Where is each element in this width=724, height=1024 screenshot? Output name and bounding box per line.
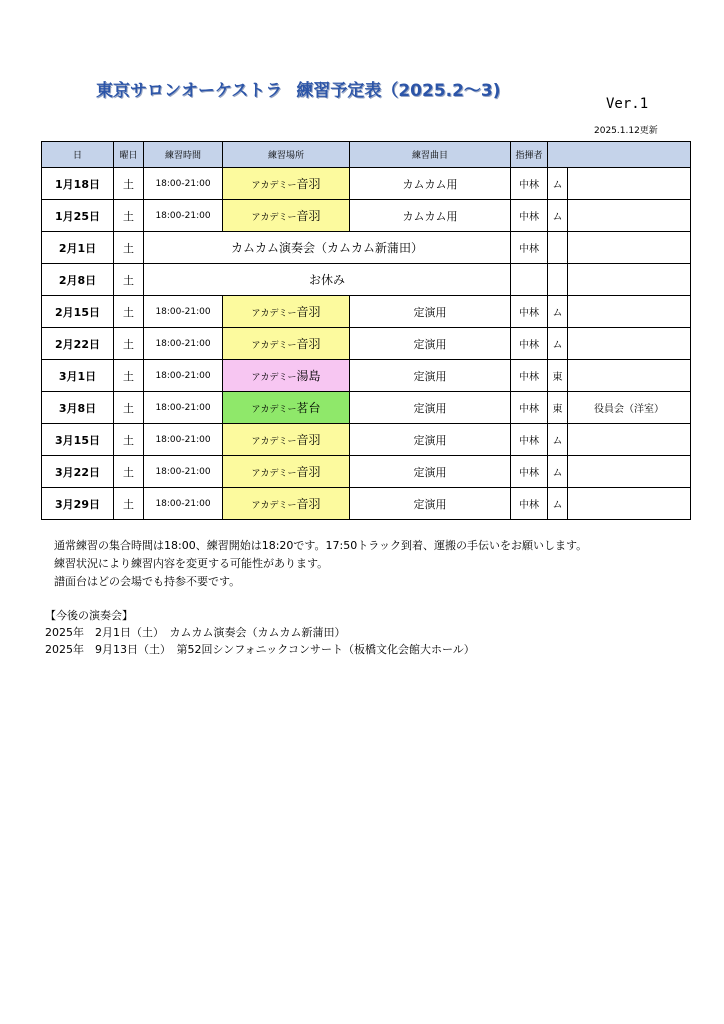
row-piece: カムカム用: [350, 200, 511, 232]
table-row: [42, 456, 691, 488]
row-date: 3月8日: [42, 392, 114, 424]
row-venue: [223, 328, 350, 360]
row-conductor: 中林: [511, 424, 548, 456]
row-note: [568, 328, 691, 360]
table-row: [42, 232, 691, 264]
venue-name: 音羽: [296, 465, 321, 479]
venue-name: 音羽: [296, 209, 321, 223]
row-venue: [223, 360, 350, 392]
venue-prefix: アカデミー: [251, 181, 297, 191]
title-schedule-label: 練習予定表（2025.2～3): [296, 81, 501, 101]
row-time: 18:00-21:00: [144, 296, 223, 328]
venue-prefix: アカデミー: [251, 437, 297, 447]
table-row: [42, 424, 691, 456]
row-date: 1月25日: [42, 200, 114, 232]
concert-item: 2025年 9月13日（土） 第52回シンフォニックコンサート（板橋文化会館大ホール）: [45, 643, 475, 656]
row-venue: [223, 200, 350, 232]
row-time: 18:00-21:00: [144, 328, 223, 360]
table-row: [42, 296, 691, 328]
venue-prefix: アカデミー: [251, 469, 297, 479]
row-day: 土: [114, 200, 144, 232]
venue-prefix: アカデミー: [251, 341, 297, 351]
row-conductor: 中林: [511, 392, 548, 424]
row-event: お休み: [144, 264, 511, 296]
row-event: カムカム演奏会（カムカム新蒲田）: [144, 232, 511, 264]
venue-name: 音羽: [296, 497, 321, 511]
row-date: 3月15日: [42, 424, 114, 456]
row-note: [568, 360, 691, 392]
row-day: 土: [114, 328, 144, 360]
row-piece: 定演用: [350, 488, 511, 520]
row-piece: カムカム用: [350, 168, 511, 200]
row-date: 1月18日: [42, 168, 114, 200]
venue-prefix: アカデミー: [251, 309, 297, 319]
row-note: [568, 232, 691, 264]
row-note: [568, 264, 691, 296]
note-line: 通常練習の集合時間は18:00、練習開始は18:20です。17:50トラック到着、運搬の手伝いをお願いします。: [54, 539, 588, 552]
row-place: ム: [548, 200, 568, 232]
header-venue: 練習場所: [223, 142, 350, 168]
row-time: 18:00-21:00: [144, 424, 223, 456]
concert-item: 2025年 2月1日（土） カムカム演奏会（カムカム新蒲田）: [45, 626, 346, 639]
row-date: 2月15日: [42, 296, 114, 328]
row-place: ム: [548, 328, 568, 360]
venue-prefix: アカデミー: [251, 373, 297, 383]
table-row: [42, 200, 691, 232]
header-date: 日: [42, 142, 114, 168]
row-day: 土: [114, 232, 144, 264]
row-date: 2月8日: [42, 264, 114, 296]
row-conductor: 中林: [511, 456, 548, 488]
row-day: 土: [114, 392, 144, 424]
row-venue: [223, 392, 350, 424]
row-place: ム: [548, 296, 568, 328]
updated-date: 2025.1.12更新: [594, 126, 658, 136]
row-note: [568, 296, 691, 328]
upcoming-concerts: [45, 607, 475, 658]
note-line: 譜面台はどの会場でも持参不要です。: [54, 575, 241, 588]
venue-prefix: アカデミー: [251, 405, 297, 415]
row-place: ム: [548, 488, 568, 520]
venue-name: 音羽: [296, 305, 321, 319]
row-time: 18:00-21:00: [144, 200, 223, 232]
row-place: ム: [548, 424, 568, 456]
row-day: 土: [114, 488, 144, 520]
row-place: ム: [548, 168, 568, 200]
row-note: 役員会（洋室）: [568, 392, 691, 424]
row-conductor: 中林: [511, 360, 548, 392]
row-note: [568, 424, 691, 456]
venue-prefix: アカデミー: [251, 213, 297, 223]
row-day: 土: [114, 360, 144, 392]
row-conductor: 中林: [511, 232, 548, 264]
table-header-row: [42, 142, 691, 168]
table-row: [42, 264, 691, 296]
venue-name: 茗台: [296, 401, 321, 415]
row-time: 18:00-21:00: [144, 360, 223, 392]
header-conductor: 指揮者: [511, 142, 548, 168]
row-note: [568, 168, 691, 200]
row-date: 3月29日: [42, 488, 114, 520]
row-place: [548, 264, 568, 296]
row-day: 土: [114, 424, 144, 456]
row-conductor: 中林: [511, 488, 548, 520]
table-row: [42, 392, 691, 424]
row-date: 3月22日: [42, 456, 114, 488]
row-piece: 定演用: [350, 424, 511, 456]
row-piece: 定演用: [350, 328, 511, 360]
venue-name: 湯島: [296, 369, 321, 383]
venue-name: 音羽: [296, 177, 321, 191]
row-note: [568, 456, 691, 488]
table-row: [42, 488, 691, 520]
table-row: [42, 328, 691, 360]
row-conductor: 中林: [511, 296, 548, 328]
row-note: [568, 488, 691, 520]
page-title: [96, 76, 556, 104]
row-conductor: 中林: [511, 168, 548, 200]
title-orchestra-name: 東京サロンオーケストラ: [96, 81, 283, 101]
table-row: [42, 360, 691, 392]
row-venue: [223, 424, 350, 456]
row-day: 土: [114, 168, 144, 200]
row-piece: 定演用: [350, 296, 511, 328]
venue-prefix: アカデミー: [251, 501, 297, 511]
note-line: 練習状況により練習内容を変更する可能性があります。: [54, 557, 329, 570]
row-time: 18:00-21:00: [144, 392, 223, 424]
table-row: [42, 168, 691, 200]
row-conductor: [511, 264, 548, 296]
schedule-table: [41, 141, 691, 520]
venue-name: 音羽: [296, 337, 321, 351]
row-piece: 定演用: [350, 456, 511, 488]
row-place: 東: [548, 360, 568, 392]
concerts-heading: 【今後の演奏会】: [45, 609, 133, 622]
header-piece: 練習曲目: [350, 142, 511, 168]
row-note: [568, 200, 691, 232]
row-day: 土: [114, 264, 144, 296]
header-extra: [548, 142, 691, 168]
practice-notes: [54, 537, 587, 591]
header-time: 練習時間: [144, 142, 223, 168]
row-date: 2月1日: [42, 232, 114, 264]
row-date: 2月22日: [42, 328, 114, 360]
header-day: 曜日: [114, 142, 144, 168]
row-venue: [223, 488, 350, 520]
row-place: 東: [548, 392, 568, 424]
row-piece: 定演用: [350, 360, 511, 392]
row-conductor: 中林: [511, 328, 548, 360]
row-time: 18:00-21:00: [144, 488, 223, 520]
row-place: ム: [548, 456, 568, 488]
venue-name: 音羽: [296, 433, 321, 447]
row-day: 土: [114, 296, 144, 328]
row-venue: [223, 168, 350, 200]
row-venue: [223, 296, 350, 328]
version-label: Ver.1: [606, 96, 649, 112]
row-time: 18:00-21:00: [144, 168, 223, 200]
row-conductor: 中林: [511, 200, 548, 232]
row-place: [548, 232, 568, 264]
row-day: 土: [114, 456, 144, 488]
row-venue: [223, 456, 350, 488]
row-time: 18:00-21:00: [144, 456, 223, 488]
row-date: 3月1日: [42, 360, 114, 392]
row-piece: 定演用: [350, 392, 511, 424]
